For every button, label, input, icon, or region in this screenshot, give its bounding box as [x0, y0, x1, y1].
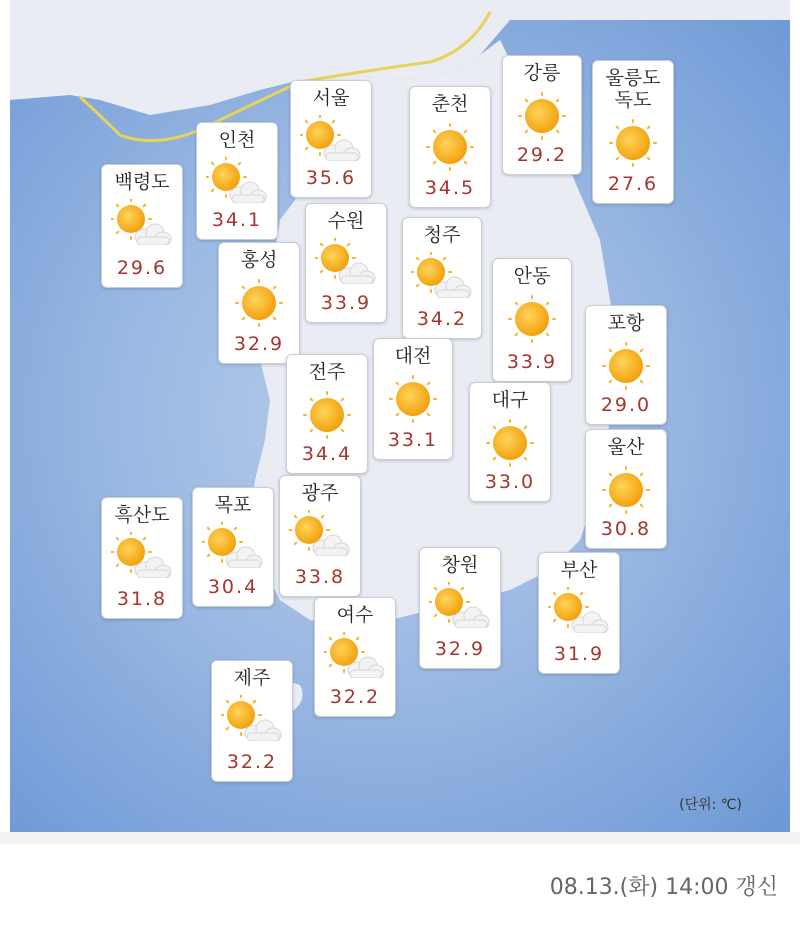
- city-temperature: 33.0: [484, 471, 536, 493]
- city-card-heuksando: [101, 497, 183, 619]
- city-card-pohang: [585, 305, 667, 425]
- sun-icon: [301, 389, 353, 445]
- city-temperature: 29.2: [516, 144, 568, 166]
- city-name: 흑산도: [114, 504, 170, 526]
- city-temperature: 27.6: [607, 173, 659, 195]
- city-card-daegu: [469, 382, 551, 502]
- city-name: 안동: [513, 265, 551, 287]
- sun-cloud-icon: [202, 522, 264, 572]
- city-temperature: 32.2: [226, 751, 278, 773]
- city-name: 여수: [336, 604, 374, 626]
- sun-cloud-icon: [289, 510, 351, 560]
- sun-cloud-icon: [324, 632, 386, 682]
- sun-icon: [424, 121, 476, 177]
- city-temperature: 30.4: [207, 576, 259, 598]
- city-temperature: 31.8: [116, 588, 168, 610]
- city-name: 백령도: [114, 171, 170, 193]
- sun-cloud-icon: [411, 252, 473, 302]
- city-card-ulleungdo: [592, 60, 674, 204]
- sun-icon: [506, 293, 558, 349]
- city-card-busan: [538, 552, 620, 674]
- city-card-jeju: [211, 660, 293, 782]
- weather-map: [10, 0, 790, 832]
- city-temperature: 34.5: [424, 177, 476, 199]
- city-name: 수원: [327, 210, 365, 232]
- sun-cloud-icon: [111, 532, 173, 582]
- city-temperature: 32.9: [434, 638, 486, 660]
- city-name: 전주: [308, 361, 346, 383]
- sun-cloud-icon: [315, 238, 377, 288]
- city-name: 춘천: [431, 93, 469, 115]
- sun-cloud-icon: [300, 115, 362, 165]
- update-timestamp: 08.13.(화) 14:00 갱신: [549, 875, 778, 900]
- city-card-chuncheon: [409, 86, 491, 208]
- city-temperature: 34.2: [416, 308, 468, 330]
- city-card-mokpo: [192, 487, 274, 607]
- city-name: 광주: [301, 482, 339, 504]
- city-temperature: 33.9: [320, 292, 372, 314]
- city-name: 강릉: [523, 62, 561, 84]
- city-temperature: 33.8: [294, 566, 346, 588]
- city-name: 울릉도 독도: [605, 67, 661, 111]
- city-temperature: 29.6: [116, 257, 168, 279]
- city-name: 울산: [607, 436, 645, 458]
- sun-icon: [607, 117, 659, 173]
- city-name: 인천: [218, 129, 256, 151]
- city-card-hongseong: [218, 242, 300, 364]
- city-card-andong: [492, 258, 572, 382]
- city-name: 창원: [441, 554, 479, 576]
- city-name: 제주: [233, 667, 271, 689]
- city-card-yeosu: [314, 597, 396, 717]
- city-temperature: 32.2: [329, 686, 381, 708]
- city-card-cheongju: [402, 217, 482, 339]
- city-card-incheon: [196, 122, 278, 240]
- city-temperature: 35.6: [305, 167, 357, 189]
- city-temperature: 30.8: [600, 518, 652, 540]
- city-name: 대전: [394, 345, 432, 367]
- city-card-seoul: [290, 80, 372, 198]
- city-card-changwon: [419, 547, 501, 669]
- bottom-divider: [0, 832, 800, 844]
- sun-cloud-icon: [548, 587, 610, 637]
- city-name: 홍성: [240, 249, 278, 271]
- city-card-jeonju: [286, 354, 368, 474]
- sun-icon: [484, 417, 536, 473]
- sun-icon: [516, 90, 568, 146]
- city-card-ulsan: [585, 429, 667, 549]
- city-card-gangneung: [502, 55, 582, 175]
- city-temperature: 34.1: [211, 209, 263, 231]
- city-card-daejeon: [373, 338, 453, 460]
- sun-icon: [387, 373, 439, 429]
- sun-cloud-icon: [429, 582, 491, 632]
- sun-cloud-icon: [111, 199, 173, 249]
- city-name: 부산: [560, 559, 598, 581]
- city-temperature: 34.4: [301, 443, 353, 465]
- city-name: 서울: [312, 87, 350, 109]
- sun-icon: [600, 340, 652, 396]
- city-card-suwon: [305, 203, 387, 323]
- city-temperature: 33.9: [506, 351, 558, 373]
- sun-icon: [600, 464, 652, 520]
- city-name: 목포: [214, 494, 252, 516]
- sun-icon: [233, 277, 285, 333]
- city-name: 대구: [491, 389, 529, 411]
- city-temperature: 33.1: [387, 429, 439, 451]
- city-card-gwangju: [279, 475, 361, 597]
- city-temperature: 31.9: [553, 643, 605, 665]
- sun-cloud-icon: [206, 157, 268, 207]
- sun-cloud-icon: [221, 695, 283, 745]
- city-temperature: 29.0: [600, 394, 652, 416]
- unit-label: (단위: ℃): [679, 797, 742, 813]
- city-name: 청주: [423, 224, 461, 246]
- city-card-baengnyeongdo: [101, 164, 183, 288]
- city-temperature: 32.9: [233, 333, 285, 355]
- city-name: 포항: [607, 312, 645, 334]
